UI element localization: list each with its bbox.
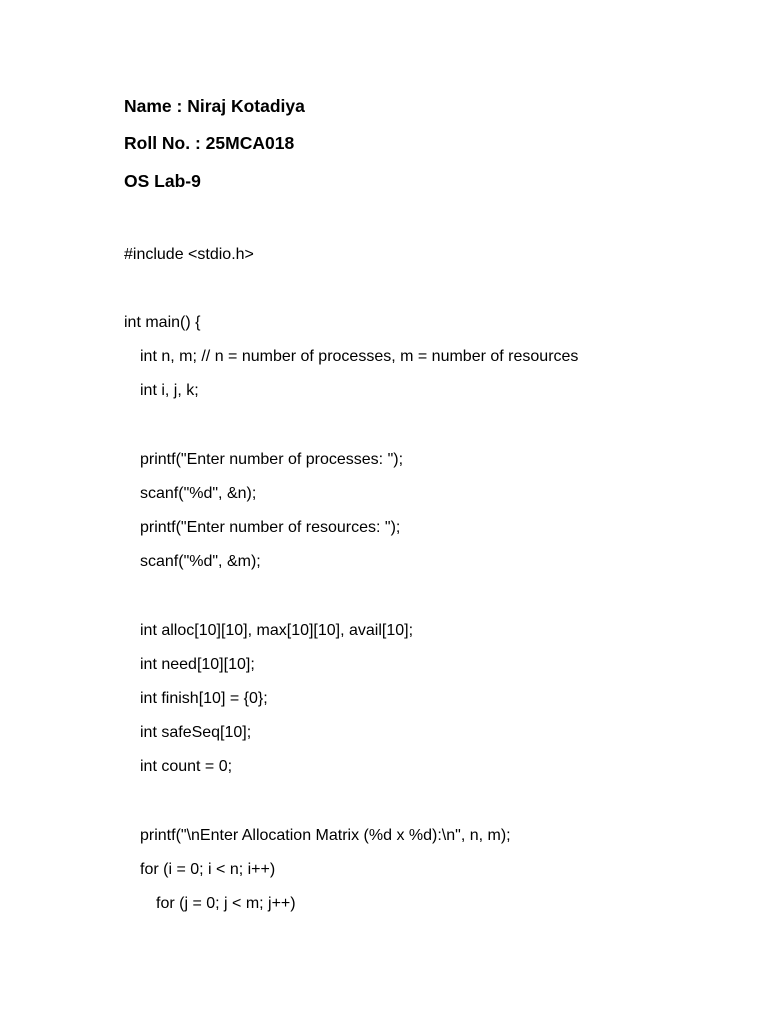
code-line: int alloc[10][10], max[10][10], avail[10];: [140, 622, 414, 639]
student-name: Name : Niraj Kotadiya: [124, 96, 305, 116]
code-line: scanf("%d", &n);: [140, 485, 257, 502]
roll-number: Roll No. : 25MCA018: [124, 133, 295, 153]
code-line: for (j = 0; j < m; j++): [156, 895, 296, 912]
code-line: int finish[10] = {0};: [140, 690, 268, 707]
code-line: printf("\nEnter Allocation Matrix (%d x %d):\n", n, m);: [140, 827, 511, 844]
code-line: int count = 0;: [140, 758, 233, 775]
code-line: int n, m; // n = number of processes, m = number of resources: [140, 348, 579, 365]
code-line: for (i = 0; i < n; i++): [140, 861, 276, 878]
code-line: int main() {: [124, 314, 201, 331]
code-line: printf("Enter number of resources: ");: [140, 519, 401, 536]
code-line: int need[10][10];: [140, 656, 255, 673]
code-line: int safeSeq[10];: [140, 724, 252, 741]
code-line: printf("Enter number of processes: ");: [140, 451, 404, 468]
code-line: scanf("%d", &m);: [140, 553, 261, 570]
code-line: #include <stdio.h>: [124, 246, 254, 263]
code-line: int i, j, k;: [140, 382, 199, 399]
lab-title: OS Lab-9: [124, 171, 201, 191]
